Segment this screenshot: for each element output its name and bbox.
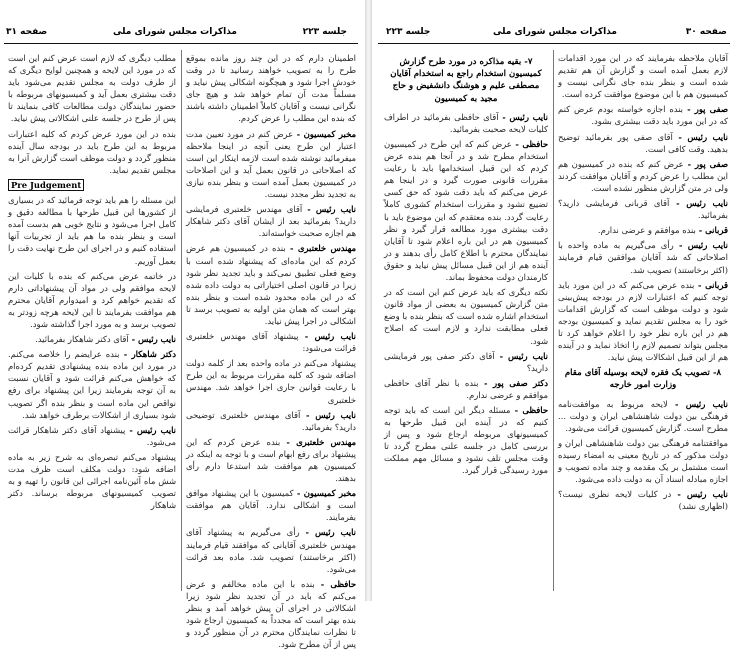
left-page [0,0,365,650]
right-page-header [372,27,735,41]
paragraph [558,52,728,100]
paragraph-text: آقایان ملاحظه بفرمایند که در این مورد اقدامات لازم بعمل آمده است و گزارش آن هم تقدیم شده است و بنظر بنده جای نگرانی نیست و کمیسیون هم با این موضوع موافقت کرده است. [558,53,728,100]
paragraph [558,131,728,155]
paragraph-text: پیشنهاد آقای مهندس خلعتبری قرائت می‌شود: [186,331,356,354]
paragraph [558,224,728,236]
paragraph [8,52,176,125]
paragraph [8,333,176,345]
speaker-name: نایب رئیس - [300,409,356,420]
speaker-name: نایب رئیس - [671,489,728,500]
paragraph-text: آقای صفی پور بفرمائید توضیح بدهید. وقت کافی است. [558,131,728,154]
paragraph [8,424,176,448]
paragraph-text: این مسئله را هم باید توجه فرمائید که در بسیاری از کشورها این قبیل طرحها با مطالعه دقیق و کامل اجرا می‌شود و نتایج خوبی هم بدست آمده است و بنظر بنده ما هم باید از تجربیات آنها استفاده کنیم و در اجرای این طرح نهایت دقت را بعمل آوریم. [8,195,176,266]
speaker-name: قربانی - [694,279,728,290]
book-gutter [365,0,372,601]
section-heading: ۷- بقیه مذاکره در مورد طرح گزارش کمیسیون استخدام راجع به استخدام آقایان مصطفی علیم و هوشنگ دانشفیض و حاج مجید به کمیسیون [390,57,542,104]
paragraph [384,350,548,374]
speaker-name: نایب رئیس - [498,111,549,122]
speaker-name: صفی پور - [682,104,728,115]
paragraph [186,526,356,574]
paragraph-text: پیشنهاد می‌کنم تبصره‌ای به شرح زیر به ماده اضافه شود: دولت مکلف است ظرف مدت شش ماه آئین‌نامه اجرائی این قانون را تهیه و به تصویب کمیسیونهای مربوطه برساند. دکتر شاهکار [8,451,176,511]
paragraph-text: بنده در این مورد عرض کردم که کلیه اعتبارات مربوط به این طرح باید در بودجه سال آینده منظور گردد و دولت موظف است گزارش آنرا به مجلس تقدیم نماید. [8,128,176,175]
speaker-name: نایب رئیس - [672,131,728,142]
speaker-name: دکتر شاهکار - [119,349,176,360]
paragraph-text: موافقتنامه فرهنگی بین دولت شاهنشاهی ایران و دولت مذکور که در تاریخ معینی به امضاء رسیده است مشتمل بر یک مقدمه و چند ماده تصویب و اجازه مبادله اسناد آن به دولت داده می‌شود. [558,437,728,485]
section-heading: ۸- تصویب یک فقره لایحه بوسیله آقای مقام وزارت امور خارجه [564,368,722,391]
text-column-left [8,52,176,593]
paragraph-text: مسئله دیگر این است که باید توجه کنیم که در آینده این قبیل طرحها به کمیسیونهای مربوطه ارجاع شود و پس از بررسی کامل در جلسه علنی مطرح گردد تا وقت مجلس تلف نشود و مسائل مهم مملکت مورد رسیدگی قرار گیرد. [384,404,548,476]
paragraph [558,437,728,485]
paragraph [384,111,548,135]
paragraph [186,436,356,484]
column-divider [553,50,554,591]
paragraph [558,398,728,434]
header-rule [4,43,358,44]
text-column-right [186,52,357,650]
speaker-name: مخبر کمیسیون - [293,128,356,139]
speaker-name: نایب رئیس - [667,398,728,409]
paragraph [8,194,176,267]
session-number: جلسه ۲۲۳ [302,27,347,37]
paragraph [186,487,356,523]
paragraph [8,270,176,330]
text-column-right [558,52,728,593]
speaker-name: دکتر صفی پور - [478,377,548,388]
paragraph [8,451,176,511]
paragraph [186,128,356,201]
paragraph [186,578,356,650]
paragraph-text: آقای حافظی بفرمائید در اطراف کلیات لایحه صحبت بفرمائید. [384,111,548,134]
paragraph-text: لایحه مربوط به موافقت‌نامه فرهنگی بین دولت شاهنشاهی ایران و دولت ... مطرح است. گزارش کمیسیون قرائت می‌شود. [558,398,728,433]
speaker-name: نایب رئیس - [673,240,728,251]
paragraph-text: عرض کنم در مورد تعیین مدت اعتبار این طرح یعنی آنچه در اینجا ملاحظه میفرمائید نوشته شده است لازمه اینکار این است که اصلاحاتی در قانون بعمل آید و این اصلاحات در کمیسیون بعمل آمده است و بنظر بنده نیازی به تجدید نظر مجدد نیست. [186,128,356,200]
column-divider [181,50,182,591]
right-page [372,0,735,601]
left-page-header [0,27,365,41]
speaker-name: حافظی - [314,578,357,589]
paragraph-text: اطمینان دارم که در این چند روز مانده بموقع طرح را به تصویب خواهند رسانید تا در وقت خودش اجرا شود و هیچگونه اشکالی پیش نیاید و مسلماً مدت آن تمام خواهد شد و هیچ جای نگرانی نیست و آقایان کاملاً اطمینان داشته باشند که بنده این مطلب را عرض کردم. [186,53,356,124]
paragraph-text: بنده با نظر آقای حافظی موافقم و عرضی ندارم. [384,377,548,400]
speaker-name: مهندس خلعتبری - [280,436,356,447]
paragraph-text: پیشنهاد می‌کنم در ماده واحده بعد از کلمه دولت اضافه شود که کلیه مقررات مربوط به این طرح با رعایت قوانین جاری اجرا خواهد شد. مهندس خلعتبری [186,358,356,405]
paragraph-text: رأی می‌گیریم به پیشنهاد آقای مهندس خلعتبری آقایانی که موافقند قیام فرمایند (اکثر برخاستند) تصویب شد. ماده بعد قرائت می‌شود. [186,527,356,574]
text-column-left [384,52,548,593]
paragraph-text: آقای دکتر صفی پور فرمایشی دارید؟ [384,350,548,373]
paragraph-text: آقای مهندس خلعتبری فرمایشی دارید؟ بفرمائید بعد از ایشان آقای دکتر شاهکار هم اجازه صحبت خواسته‌اند. [186,204,356,239]
paragraph-text: بنده عرایضم را خلاصه می‌کنم. در مورد این ماده بنده پیشنهادی تقدیم کرده‌ام که خواهش می‌کنم قرائت شود و آقایان نسبت به آن توجه بفرمایند زیرا این پیشنهاد برای رفع نواقص این ماده است و بنظر بنده اگر تصویب شود بسیاری از اشکالات برطرف خواهد شد. [8,349,176,420]
speaker-name: نایب رئیس - [298,331,356,342]
paragraph [558,197,728,221]
paragraph [8,128,176,176]
speaker-name: نایب رئیس - [125,424,176,435]
speaker-name: قربانی - [695,225,728,236]
paragraph-text: پیشنهاد آقای دکتر شاهکار قرائت می‌شود. [8,424,176,447]
speaker-name: حافظی - [511,139,548,149]
page-number: صفحه ۳۰ [685,27,727,37]
paragraph [384,138,548,283]
paragraph-text: بنده عرض می‌کنم که در این مورد باید توجه کنیم که اعتبارات لازم در بودجه پیش‌بینی شود و دولت موظف است که گزارش اقدامات خود را به مجلس تقدیم نماید و کمیسیون بودجه هم در این باره نظر خود را اعلام خواهد کرد تا مجلس بتواند تصمیم لازم را اتخاذ نماید و در آینده هم از این قبیل اشکالات پیش نیاید. [558,279,728,363]
latin-term: Pre Judgement [8,179,84,191]
paragraph [384,377,548,401]
paragraph [186,330,356,354]
paragraph-text: رأی می‌گیریم به ماده واحده با اصلاحاتی که شد آقایان موافقین قیام فرمایند (اکثر برخاستند) تصویب شد. [558,240,728,275]
paragraph-text: عرض کنم که این طرح در کمیسیون استخدام مطرح شد و در آنجا هم بنده عرض کردم که این قبیل استخدامها باید با رعایت مقررات قانونی صورت گیرد و در اینجا هم عرض می‌کنم که باید دقت شود که حق کسی تضییع نشود و مقررات استخدام کشوری کاملاً رعایت گردد. بنده معتقدم که این موضوع باید با دقت بیشتری مورد مطالعه قرار گیرد و نظر کمیسیون هم در این باره اعلام شود تا آقایان نمایندگان محترم با اطلاع کامل رأی بدهند و در آینده هم از این قبیل مسائل پیش نیاید و حقوق کارمندان دولت محفوظ بماند. [384,139,548,283]
page-title: مذاکرات مجلس شورای ملی [492,27,617,37]
speaker-name: نایب رئیس - [299,527,356,538]
paragraph-text: آقای قربانی فرمایشی دارید؟ بفرمائید. [558,198,728,221]
paragraph-text: در کلیات لایحه نظری نیست؟ (اظهاری نشد) [558,489,728,512]
paragraph [558,279,728,364]
speaker-name: نایب رئیس - [302,204,356,215]
paragraph-text: نکته دیگری که باید عرض کنم این است که در متن گزارش کمیسیون به بعضی از مواد قانون استخدام اشاره شده است که بنظر بنده با وضع فعلی مطابقت ندارد و لازم است که اصلاح شود. [384,287,548,346]
paragraph [558,239,728,275]
paragraph [186,203,356,239]
speaker-name: مهندس خلعتبری - [285,243,356,254]
paragraph [186,409,356,433]
paragraph-text: مطلب دیگری که لازم است عرض کنم این است که در مورد این لایحه و همچنین لوایح دیگری که از طرف دولت به مجلس تقدیم می‌شود باید دقت بیشتری بعمل آید و کمیسیونهای مربوطه با حضور نمایندگان دولت مطالعات کافی بنمایند تا پس از طرح در جلسه علنی اشکالاتی پیش نیاید. [8,53,176,124]
session-number: جلسه ۲۲۳ [386,27,431,37]
paragraph-text: بنده موافقم و عرضی ندارم. [597,225,696,236]
paragraph-text: کمیسیون با این پیشنهاد موافق است و اشکالی ندارد. آقایان هم موافقت بفرمایند. [186,488,356,523]
speaker-name: حافظی - [510,404,548,415]
paragraph-text: عرض کنم که بنده در کمیسیون هم این مطلب را عرض کردم و آقایان موافقت کردند ولی در متن گزارش منظور نشده است. [558,158,728,193]
paragraph [186,242,356,327]
page-number: صفحه ۳۱ [6,27,48,37]
paragraph [558,103,728,127]
paragraph-text: بنده اجازه خواسته بودم عرض کنم که در این مورد باید دقت بیشتری بشود. [558,104,728,127]
paragraph [186,357,356,405]
paragraph-text: آقای مهندس خلعتبری توضیحی دارید؟ بفرمائید. [186,409,356,432]
header-rule [378,43,730,44]
paragraph-text: در خاتمه عرض می‌کنم که بنده با کلیات این لایحه موافقم ولی در مواد آن پیشنهاداتی دارم که تقدیم خواهم کرد و امیدوارم آقایان محترم هم موافقت بفرمایند تا این لایحه هرچه زودتر به تصویب برسد و به مورد اجرا گذاشته شود. [8,270,176,329]
paragraph [186,52,356,125]
speaker-name: مخبر کمیسیون - [293,488,356,499]
paragraph [384,286,548,346]
speaker-name: نایب رئیس - [128,334,176,345]
paragraph-text: بنده در کمیسیون هم عرض کردم که این ماده‌ای که پیشنهاد شده است با وضع فعلی تطبیق نمی‌کند و باید تجدید نظر شود زیرا در قانون اصلی اختیاراتی به دولت داده شده که در این ماده محدود شده است و بنظر بنده بهتر است که همان متن اولیه به تصویب برسد تا اشکالی در اجرا پیش نیاید. [186,243,356,326]
paragraph-text: آقای دکتر شاهکار بفرمائید. [35,334,129,345]
speaker-name: صفی پور - [683,158,728,169]
paragraph [384,404,548,477]
speaker-name: نایب رئیس - [494,350,548,361]
paragraph [558,158,728,194]
paragraph [8,348,176,421]
paragraph [558,488,728,512]
paragraph-text: بنده با این ماده مخالفم و عرض می‌کنم که باید در آن تجدید نظر شود زیرا اشکالاتی در اجرای آن پیش خواهد آمد و بنظر بنده بهتر است که مجدداً به کمیسیون ارجاع شود تا نظرات نمایندگان محترم در آن منظور گردد و پس از آن مطرح شود. [186,578,356,650]
page-title: مذاکرات مجلس شورای ملی [112,27,237,37]
paragraph-text: بنده عرض کردم که این پیشنهاد برای رفع ابهام است و با توجه به اینکه در کمیسیون هم موافقت شد استدعا دارم رأی بدهند. [186,436,356,484]
speaker-name: نایب رئیس - [669,198,728,209]
